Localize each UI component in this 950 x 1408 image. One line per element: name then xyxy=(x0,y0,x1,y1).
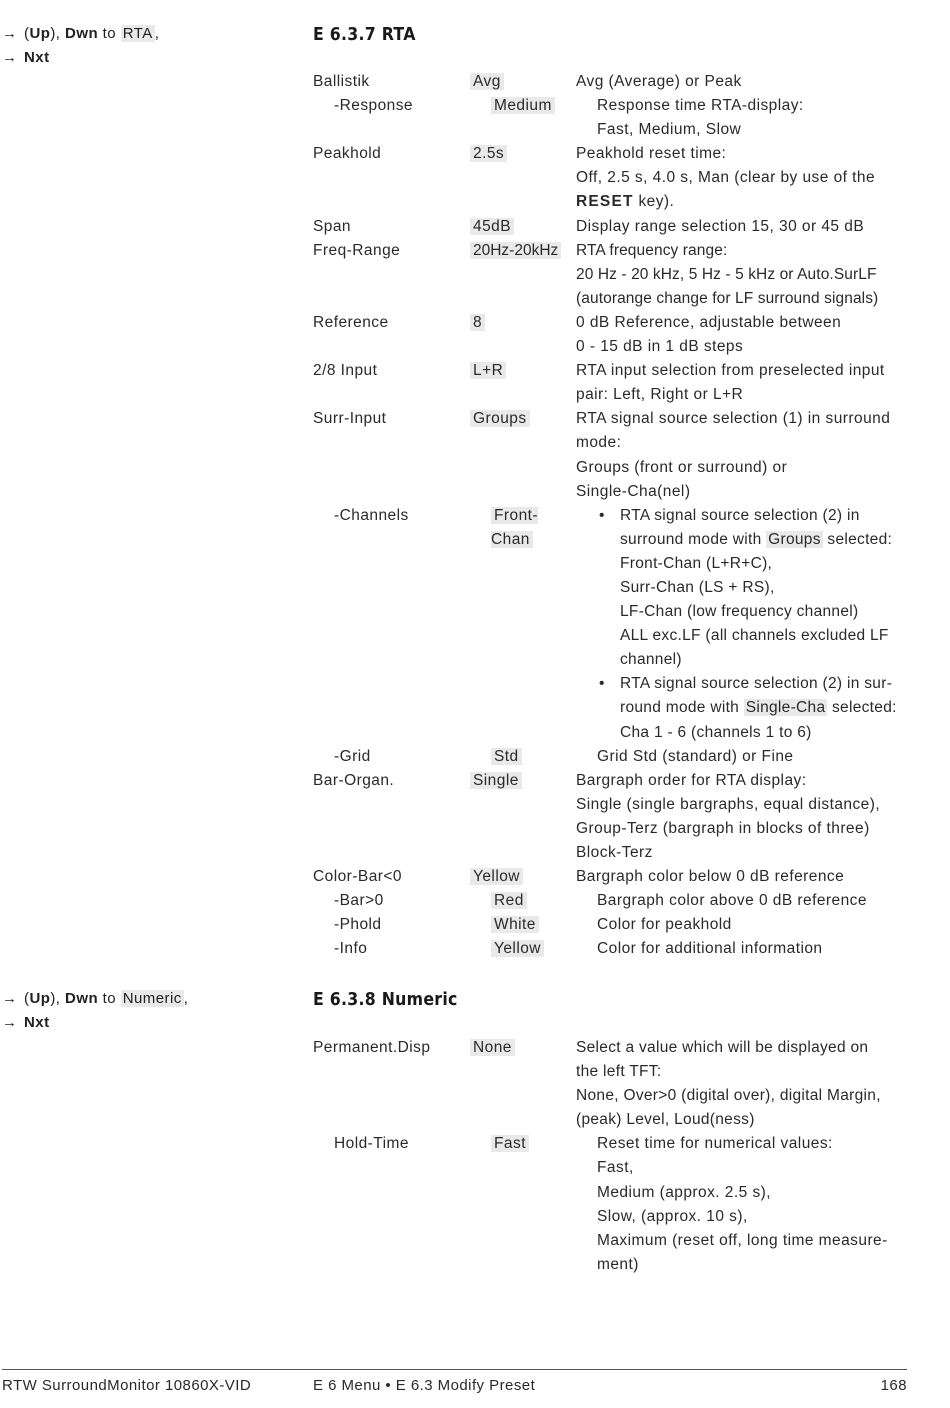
param-desc: Bargraph color below 0 dB reference xyxy=(576,868,845,886)
param-row-ballistik xyxy=(313,70,909,94)
param-desc: RTA signal source selection (1) in surround xyxy=(576,410,891,428)
arrow-right-icon: → xyxy=(2,1014,18,1031)
param-desc: Color for additional information xyxy=(597,940,823,958)
arrow-right-icon: → xyxy=(2,990,18,1007)
nav-instruction-rta: → (Up), Dwn to RTA , → Nxt xyxy=(2,22,159,70)
param-desc: Display range selection 15, 30 or 45 dB xyxy=(576,217,865,235)
groups-highlight: Groups xyxy=(768,530,821,548)
param-desc: Fast, xyxy=(597,1159,634,1177)
param-desc: pair: Left, Right or L+R xyxy=(576,386,744,404)
bullet-icon: • xyxy=(599,506,605,524)
param-row-channels xyxy=(313,504,909,745)
param-desc: 0 - 15 dB in 1 dB steps xyxy=(576,338,744,356)
param-desc: the left TFT: xyxy=(576,1063,662,1081)
footer-divider xyxy=(2,1369,907,1370)
param-row-bar-over xyxy=(313,889,909,913)
param-desc: Group-Terz (bargraph in blocks of three) xyxy=(576,819,870,837)
menu-target-rta: RTA xyxy=(122,25,153,42)
rta-parameter-table xyxy=(313,70,909,961)
bullet-item: • RTA signal source selection (2) in sur- round mode with Single-Cha selected: Cha 1 - 6 (channels 1 to 6) xyxy=(597,672,909,744)
param-value: Medium xyxy=(491,97,555,114)
page-number: 168 xyxy=(880,1377,907,1394)
up-key: Up xyxy=(29,990,51,1007)
param-value: None xyxy=(470,1039,515,1056)
param-desc: Slow, (approx. 10 s), xyxy=(597,1207,748,1225)
param-value: Front-Chan xyxy=(491,506,539,548)
param-desc: Single-Cha(nel) xyxy=(576,482,691,500)
reset-key-label: RESET xyxy=(576,193,634,211)
param-name: Reference xyxy=(313,313,389,331)
param-desc: Block-Terz xyxy=(576,844,653,861)
param-desc: Bargraph order for RTA display: xyxy=(576,771,807,789)
footer-product: RTW SurroundMonitor 10860X-VID xyxy=(2,1377,252,1394)
up-key: Up xyxy=(29,25,51,42)
param-name: Color-Bar<0 xyxy=(313,868,402,886)
param-desc: mode: xyxy=(576,434,622,452)
param-row-bar-organ xyxy=(313,769,909,865)
param-desc: Select a value which will be displayed on xyxy=(576,1039,869,1056)
menu-target-numeric: Numeric xyxy=(122,990,182,1007)
param-name: Bar-Organ. xyxy=(313,771,395,789)
footer-breadcrumb: E 6 Menu • E 6.3 Modify Preset xyxy=(313,1377,536,1394)
param-name: -Response xyxy=(334,97,414,115)
param-row-hold-time xyxy=(313,1132,909,1277)
section-title-numeric: E 6.3.8 Numeric xyxy=(313,990,458,1010)
param-name: Permanent.Disp xyxy=(313,1039,431,1056)
param-value: Std xyxy=(491,748,522,765)
param-row-phold xyxy=(313,913,909,937)
param-desc: Off, 2.5 s, 4.0 s, Man (clear by use of the xyxy=(576,169,876,187)
param-desc: 20 Hz - 20 kHz, 5 Hz - 5 kHz or Auto.SurLF xyxy=(576,265,877,283)
bullet-item: • RTA signal source selection (2) in surround mode with Groups selected: Front-Chan (L+R+C), Surr-Chan (LS + RS), LF-Chan (low frequency channel) ALL exc.LF (all channels excluded LF channel) xyxy=(597,504,909,673)
param-desc: 0 dB Reference, adjustable between xyxy=(576,313,842,331)
param-name: Hold-Time xyxy=(334,1135,409,1153)
param-desc: Response time RTA-display: xyxy=(597,97,804,115)
param-desc: (peak) Level, Loud(ness) xyxy=(576,1111,755,1129)
param-name: -Info xyxy=(334,940,368,958)
param-value: Yellow xyxy=(491,940,544,957)
param-row-freq-range xyxy=(313,239,909,311)
numeric-parameter-table xyxy=(313,1036,909,1277)
param-desc: None, Over>0 (digital over), digital Margin, xyxy=(576,1087,881,1105)
param-row-peakhold: Peakhold 2.5s Peakhold reset time: Off, 2.5 s, 4.0 s, Man (clear by use of the RESET key). xyxy=(313,142,909,214)
param-row-surr-input xyxy=(313,407,909,503)
param-name: -Channels xyxy=(334,506,409,524)
param-name: Peakhold xyxy=(313,145,382,163)
param-row-reference xyxy=(313,311,909,359)
param-desc: Grid Std (standard) or Fine xyxy=(597,747,794,765)
param-value: L+R xyxy=(470,362,506,379)
section-title-rta: E 6.3.7 RTA xyxy=(313,25,416,45)
param-row-response xyxy=(313,94,909,142)
param-desc: Avg (Average) or Peak xyxy=(576,73,742,90)
dwn-key: Dwn xyxy=(65,25,99,42)
nxt-key: Nxt xyxy=(24,1014,50,1031)
dwn-key: Dwn xyxy=(65,990,99,1007)
param-desc: Reset time for numerical values: xyxy=(597,1135,833,1153)
param-desc: (autorange change for LF surround signals) xyxy=(576,289,879,307)
param-desc: Fast, Medium, Slow xyxy=(597,121,742,139)
param-name: Ballistik xyxy=(313,73,370,90)
param-desc: Groups (front or surround) or xyxy=(576,458,788,476)
param-value: Avg xyxy=(470,73,504,90)
param-desc: Maximum (reset off, long time measure- xyxy=(597,1231,888,1249)
arrow-right-icon: → xyxy=(2,25,18,42)
single-cha-highlight: Single-Cha xyxy=(745,699,826,717)
param-row-input xyxy=(313,359,909,407)
param-value: 45dB xyxy=(470,218,514,235)
nxt-key: Nxt xyxy=(24,49,50,66)
nav-instruction-numeric: → (Up), Dwn to Numeric , → Nxt xyxy=(2,987,188,1035)
param-value: Fast xyxy=(491,1135,529,1152)
param-desc: Single (single bargraphs, equal distance), xyxy=(576,795,881,813)
param-desc: ment) xyxy=(597,1255,639,1273)
param-value: Yellow xyxy=(470,868,523,885)
param-desc: Bargraph color above 0 dB reference xyxy=(597,892,867,910)
param-name: -Bar>0 xyxy=(334,892,384,910)
param-desc: RTA frequency range: xyxy=(576,241,728,259)
param-row-span xyxy=(313,215,909,239)
param-value: Single xyxy=(470,772,522,789)
param-name: Surr-Input xyxy=(313,410,387,428)
param-value: White xyxy=(491,916,539,933)
param-desc: Medium (approx. 2.5 s), xyxy=(597,1183,772,1201)
param-row-info xyxy=(313,937,909,961)
param-name: -Phold xyxy=(334,916,382,934)
param-value: Red xyxy=(491,892,527,909)
param-desc: Peakhold reset time: xyxy=(576,145,727,163)
param-row-grid xyxy=(313,745,909,769)
param-row-permanent-disp xyxy=(313,1036,909,1132)
param-desc: Color for peakhold xyxy=(597,916,732,934)
param-value: Groups xyxy=(470,410,530,427)
param-name: Freq-Range xyxy=(313,241,401,259)
param-value: 8 xyxy=(470,314,485,331)
param-value: 2.5s xyxy=(470,145,507,162)
param-row-color-bar xyxy=(313,865,909,889)
param-name: Span xyxy=(313,217,351,235)
param-desc: RTA input selection from preselected input xyxy=(576,362,885,380)
arrow-right-icon: → xyxy=(2,49,18,66)
bullet-icon: • xyxy=(599,675,605,693)
param-value: 20Hz-20kHz xyxy=(470,242,561,259)
param-name: 2/8 Input xyxy=(313,362,378,380)
param-name: -Grid xyxy=(334,747,371,765)
